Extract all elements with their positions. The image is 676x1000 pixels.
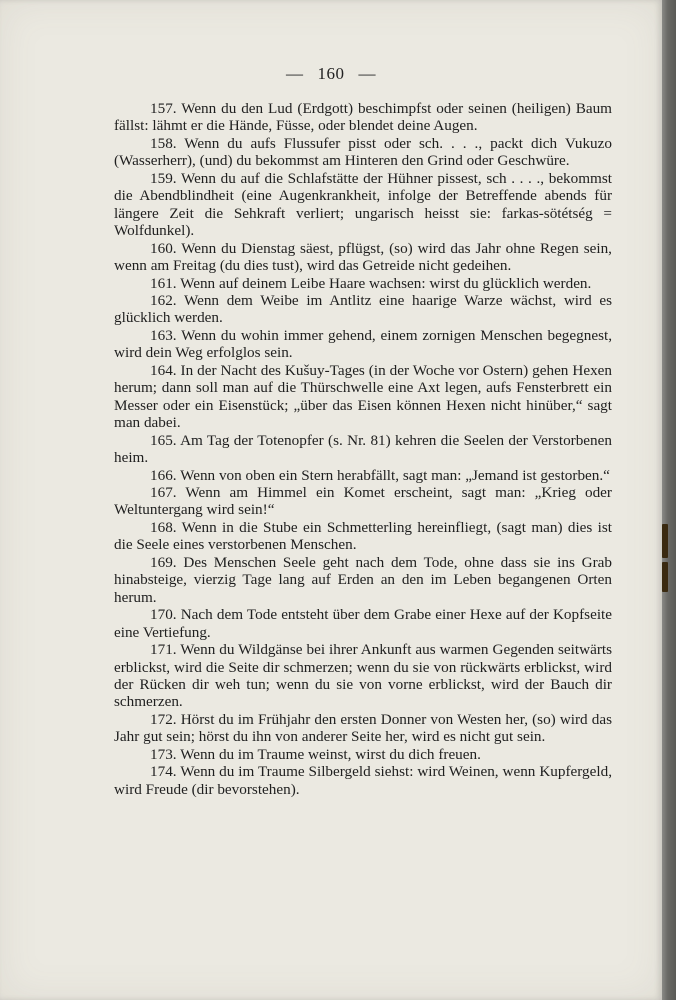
entry-167 — [114, 484, 612, 519]
entry-171 — [114, 641, 612, 711]
entry-number: 164. — [150, 361, 177, 379]
entry-number: 173. — [150, 745, 177, 763]
entry-number: 159. — [150, 169, 177, 187]
entry-number: 167. — [150, 483, 177, 501]
entry-text: Wenn auf deinem Leibe Haare wachsen: wirst du glücklich werden. — [180, 274, 592, 292]
entry-text: Wenn du Dienstag säest, pflügst, (so) wird das Jahr ohne Regen sein, wenn am Freitag (du dies tust), wird das Getreide nicht gedeihen. — [114, 239, 612, 275]
entry-number: 162. — [150, 291, 177, 309]
entry-text: Wenn du aufs Flussufer pisst oder sch. . . ., packt dich Vukuzo (Wasserherr), (und) du bekommst am Hinteren den Grind oder Geschwüre. — [114, 134, 612, 170]
entry-text: Wenn in die Stube ein Schmetterling hereinfliegt, (sagt man) dies ist die Seele eines verstorbenen Menschen. — [114, 518, 612, 554]
entry-text: Wenn du im Traume Silbergeld siehst: wird Weinen, wenn Kupfergeld, wird Freude (dir bevorstehen). — [114, 763, 612, 798]
entry-number: 165. — [150, 431, 177, 449]
entry-text: Wenn du wohin immer gehend, einem zornigen Menschen begegnest, wird dein Weg erfolglos sein. — [114, 326, 613, 362]
entry-number: 170. — [150, 606, 177, 624]
entry-text: Wenn du den Lud (Erdgott) beschimpfst oder seinen (heiligen) Baum fällst: lähmt er die Hände, Füsse, oder blendet deine Augen. — [114, 100, 612, 135]
entry-162 — [114, 292, 612, 327]
entry-157 — [114, 100, 612, 135]
entry-text: Wenn du auf die Schlafstätte der Hühner pissest, sch . . . ., bekommst die Abendblindheit (eine Augenkrankheit, infolge der Betreffende abends für längere Zeit die Sehkraft verliert; ungarisch heisst sie: farkas-sötétség = Wolfdunkel). — [114, 169, 613, 240]
entry-158 — [114, 135, 612, 170]
entry-text: Wenn dem Weibe im Antlitz eine haarige Warze wächst, wird es glücklich werden. — [114, 291, 612, 327]
entry-169 — [114, 554, 612, 606]
entry-number: 163. — [150, 326, 177, 344]
entry-text: In der Nacht des Kušuy-Tages (in der Woche vor Ostern) gehen Hexen herum; dann soll man auf die Thürschwelle eine Axt legen, aufs Fensterbrett ein Messer oder ein Eisenstück; „über das Eisen können Hexen nicht hinüber,“ sagt man dabei. — [114, 361, 612, 432]
entry-161 — [114, 275, 612, 292]
entry-163 — [114, 327, 612, 362]
page-header — [0, 64, 662, 84]
entry-text: Wenn du Wildgänse bei ihrer Ankunft aus warmen Gegenden seitwärts erblickst, wird die Seite dir schmerzen; wenn du sie von rückwärts erblickst, wird der Rücken dir weh tun; wenn du sie von vorne erblickst, wird der Bauch dir schmerzen. — [114, 641, 613, 711]
entry-number: 171. — [150, 641, 177, 659]
entry-166 — [114, 467, 612, 484]
entry-160 — [114, 240, 612, 275]
entry-number: 161. — [150, 274, 177, 292]
entry-170 — [114, 606, 612, 641]
page-body — [114, 100, 612, 798]
entry-174 — [114, 763, 612, 798]
entry-text: Hörst du im Frühjahr den ersten Donner von Westen her, (so) wird das Jahr gut sein; hörst du ihn von anderer Seite her, wird es nicht gut sein. — [114, 710, 612, 746]
header-dash-left: — — [286, 64, 304, 83]
binding-mark — [662, 562, 668, 592]
page-number: 160 — [317, 64, 345, 83]
entry-text: Nach dem Tode entsteht über dem Grabe einer Hexe auf der Kopfseite eine Vertiefung. — [114, 606, 612, 641]
entry-number: 157. — [150, 100, 177, 117]
entry-168 — [114, 519, 612, 554]
entry-text: Des Menschen Seele geht nach dem Tode, ohne dass sie ins Grab hinabsteige, vierzig Tage lang auf Erden an den im Leben begangenen Orten herum. — [114, 553, 613, 606]
entry-number: 168. — [150, 518, 177, 536]
entry-number: 166. — [150, 466, 177, 484]
entry-164 — [114, 362, 612, 432]
entry-173 — [114, 746, 612, 763]
entry-172 — [114, 711, 612, 746]
entry-text: Wenn von oben ein Stern herabfällt, sagt man: „Jemand ist gestorben.“ — [180, 466, 610, 484]
entry-165 — [114, 432, 612, 467]
header-dash-right: — — [358, 64, 376, 83]
entry-159 — [114, 170, 612, 240]
scan-background-edge — [662, 0, 676, 1000]
binding-mark — [662, 524, 668, 558]
entry-text: Wenn du im Traume weinst, wirst du dich freuen. — [180, 745, 481, 763]
entry-number: 158. — [150, 134, 177, 152]
entry-text: Wenn am Himmel ein Komet erscheint, sagt man: „Krieg oder Weltuntergang wird sein!“ — [114, 483, 612, 519]
entry-number: 169. — [150, 553, 177, 571]
entry-number: 172. — [150, 710, 177, 728]
entry-number: 160. — [150, 239, 177, 257]
entry-number: 174. — [150, 763, 177, 781]
entry-text: Am Tag der Totenopfer (s. Nr. 81) kehren die Seelen der Verstorbenen heim. — [114, 431, 612, 467]
